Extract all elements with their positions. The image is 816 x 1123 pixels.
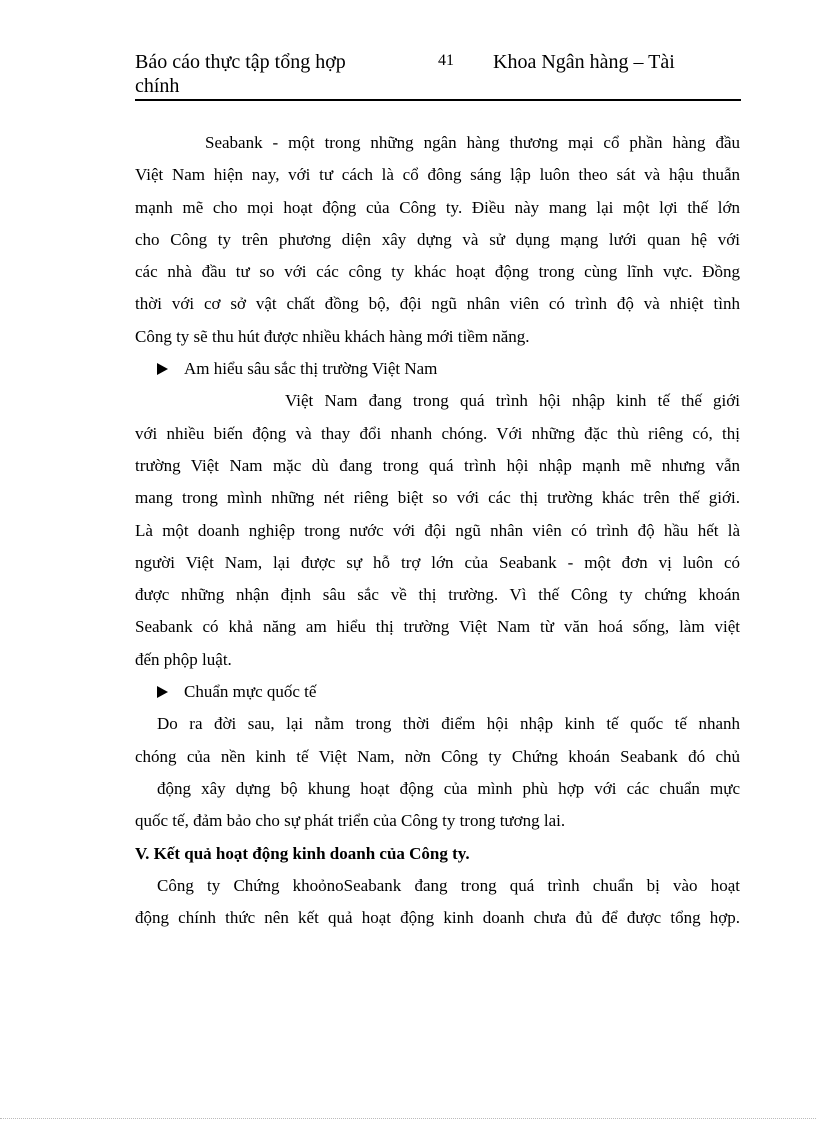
arrow-bullet-icon xyxy=(157,363,168,375)
bullet-item xyxy=(135,353,740,385)
text-line: đến phộp luật. xyxy=(135,649,232,669)
bullet-text: Am hiểu sâu sắc thị trường Việt Nam xyxy=(184,359,438,379)
text-line: trường Việt Nam mặc dù đang trong quá trình hội nhập mạnh mẽ nhưng vẫn xyxy=(135,455,740,475)
text-line: mạnh mẽ cho mọi hoạt động của Công ty. Điều này mang lại một lợi thế lớn xyxy=(135,197,740,217)
text-line: Là một doanh nghiệp trong nước với đội ngũ nhân viên có trình độ hầu hết là xyxy=(135,520,740,540)
text-line: với nhiều biến động và thay đổi nhanh chóng. Với những đặc thù riêng có, thị xyxy=(135,423,740,443)
page-bottom-border xyxy=(0,1118,816,1119)
text-line: động chính thức nên kết quả hoạt động kinh doanh chưa đủ để được tổng hợp. xyxy=(135,908,740,928)
text-line: các nhà đầu tư so với các công ty khác hoạt động trong cùng lĩnh vực. Đồng xyxy=(135,262,740,282)
text-line: chóng của nền kinh tế Việt Nam, nờn Công ty Chứng khoán Seabank đó chủ xyxy=(135,746,740,766)
text-line: Việt Nam đang trong quá trình hội nhập kinh tế thế giới xyxy=(285,391,740,411)
text-line: người Việt Nam, lại được sự hỗ trợ lớn của Seabank - một đơn vị luôn có xyxy=(135,552,740,572)
text-line: Việt Nam hiện nay, với tư cách là cổ đông sáng lập luôn theo sát và hậu thuẫn xyxy=(135,165,740,185)
header-title-line-2: chính xyxy=(135,75,180,97)
section-heading: V. Kết quả hoạt động kinh doanh của Công ty. xyxy=(135,843,470,863)
document-body xyxy=(135,127,740,934)
page-number: 41 xyxy=(438,52,454,69)
text-line: thời với cơ sở vật chất đồng bộ, đội ngũ nhân viên có trình độ và nhiệt tình xyxy=(135,294,740,314)
text-line: Seabank có khả năng am hiểu thị trường Việt Nam từ văn hoá sống, làm việt xyxy=(135,617,740,637)
header-title-line-1: Báo cáo thực tập tổng hợp xyxy=(135,51,346,73)
arrow-bullet-icon xyxy=(157,686,168,698)
text-line: Do ra đời sau, lại nằm trong thời điểm hội nhập kinh tế quốc tế nhanh xyxy=(157,714,740,734)
text-line: mang trong mình những nét riêng biệt so với các thị trường khác trên thế giới. xyxy=(135,488,740,508)
text-line: quốc tế, đảm bảo cho sự phát triển của Công ty trong tương lai. xyxy=(135,811,566,831)
bullet-text: Chuẩn mực quốc tế xyxy=(184,682,317,702)
header-rule xyxy=(135,99,741,101)
text-line: Công ty Chứng khoỏnoSeabank đang trong quá trình chuẩn bị vào hoạt xyxy=(157,875,740,895)
text-line: được những nhận định sâu sắc về thị trường. Vì thế Công ty chứng khoán xyxy=(135,585,740,605)
bullet-item xyxy=(135,676,740,708)
page-header xyxy=(135,50,740,100)
header-faculty: Khoa Ngân hàng – Tài xyxy=(493,51,675,73)
text-line: cho Công ty trên phương diện xây dựng và sử dụng mạng lưới quan hệ với xyxy=(135,229,740,249)
text-line: Công ty sẽ thu hút được nhiều khách hàng mới tiềm năng. xyxy=(135,326,530,346)
text-line: Seabank - một trong những ngân hàng thương mại cổ phần hàng đầu xyxy=(205,133,740,152)
text-line: động xây dựng bộ khung hoạt động của mình phù hợp với các chuẩn mực xyxy=(157,778,740,798)
header-report-title xyxy=(135,50,405,98)
